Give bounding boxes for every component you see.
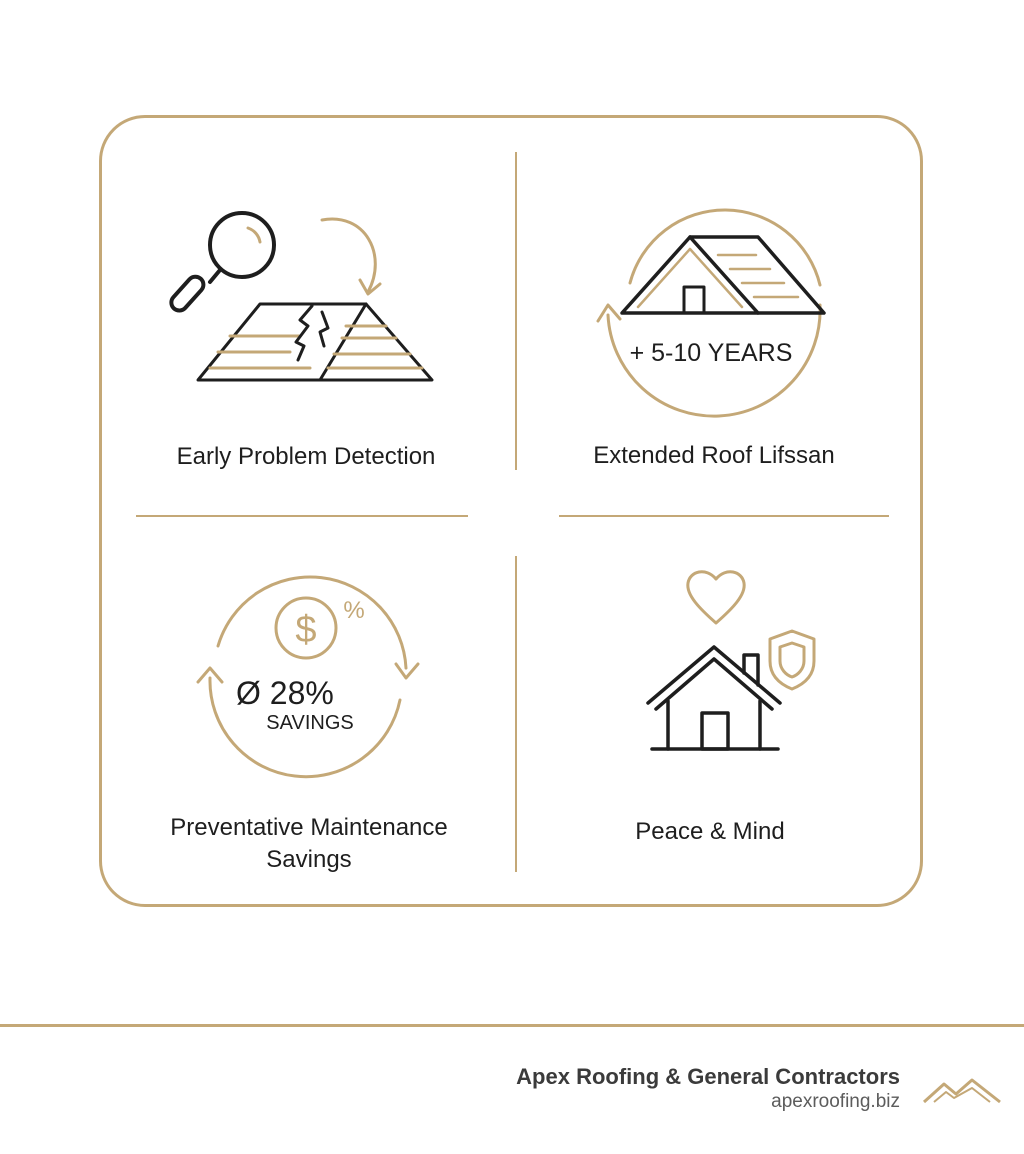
mountain-roof-logo-icon [920, 1076, 1004, 1106]
divider-horizontal-left [136, 515, 468, 517]
divider-horizontal-right [559, 515, 889, 517]
company-name: Apex Roofing & General Contractors [516, 1064, 900, 1089]
house-heart-shield-icon [640, 565, 830, 760]
early-problem-detection-label: Early Problem Detection [176, 443, 436, 470]
label-line-2: Savings [266, 846, 352, 873]
brand-block [516, 1064, 900, 1114]
dollar-cycle-icon [190, 568, 430, 773]
extended-roof-lifespan-label: Extended Roof Lifssan [593, 442, 835, 469]
divider-vertical-top [515, 152, 517, 470]
label-line-1: Preventative Maintenance [170, 814, 448, 841]
preventative-maintenance-label [136, 812, 482, 876]
peace-of-mind-label: Peace & Mind [635, 818, 785, 845]
percent-symbol: % [343, 597, 365, 624]
lifespan-years-badge: + 5-10 YEARS [629, 339, 793, 367]
roof-cycle-icon [590, 195, 830, 420]
savings-stat: Ø 28% [236, 675, 334, 711]
dollar-symbol: $ [295, 609, 317, 651]
company-website: apexroofing.biz [771, 1091, 900, 1112]
magnifier-roof-crack-icon [170, 200, 450, 400]
footer-divider [0, 1024, 1024, 1027]
divider-vertical-bottom [515, 556, 517, 872]
savings-caption: SAVINGS [266, 712, 354, 734]
